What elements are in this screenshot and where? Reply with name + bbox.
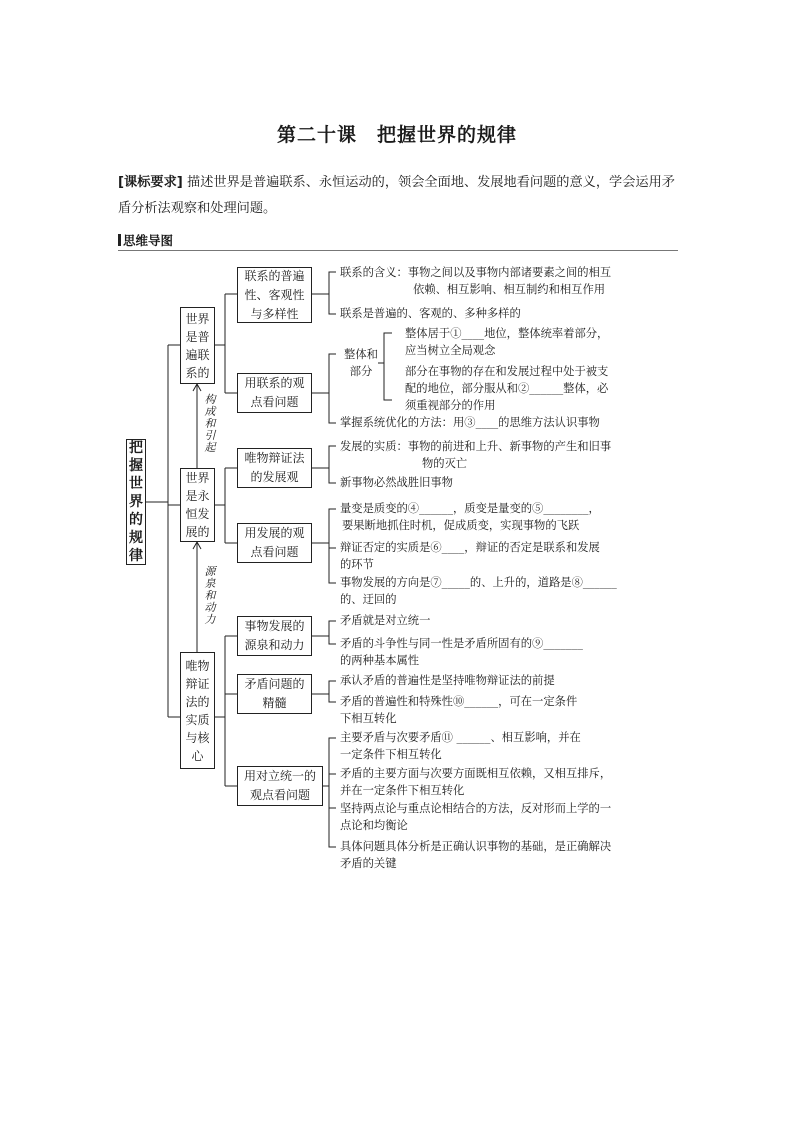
node-contradiction-essence-label: 矛盾问题的精髓	[244, 677, 305, 710]
leaf-line: 发展的实质：事物的前进和上升、新事物的产生和旧事	[340, 440, 612, 453]
leaf-line: 矛盾的斗争性与同一性是矛盾所固有的⑨_______	[340, 637, 583, 650]
node-dialectics-core-label: 唯物辩证法的实质与核心	[185, 658, 210, 763]
leaf-line: 配的地位，部分服从和②______整体，必	[405, 382, 609, 395]
leaf-principal-aspect	[340, 765, 611, 799]
leaf-line: 联系的含义：事物之间以及事物内部诸要素之间的相互	[340, 266, 612, 279]
leaf-line: 的两种基本属性	[340, 654, 420, 667]
node-unity-opposites	[237, 766, 323, 806]
node-connection-view-label: 用联系的观点看问题	[244, 376, 305, 409]
leaf-development-direction	[340, 574, 617, 608]
leaf-line: 具体问题具体分析是正确认识事物的基础，是正确解决	[340, 840, 612, 853]
node-dialectics-core	[180, 652, 215, 769]
leaf-line: 应当树立全局观念	[405, 344, 496, 357]
leaf-universality-premise: 承认矛盾的普遍性是坚持唯物辩证法的前提	[340, 674, 555, 687]
requirement-text: 描述世界是普遍联系、永恒运动的，领会全面地、发展地看问题的意义，学会运用矛盾分析法观察和处理问题。	[118, 175, 675, 216]
leaf-line: 量变是质变的④______，质变是量变的⑤________，	[340, 502, 600, 515]
node-connection-nature	[237, 267, 312, 323]
leaf-line: 矛盾的普遍性和特殊性⑩______，可在一定条件	[340, 695, 578, 708]
node-development-view	[237, 448, 312, 488]
node-development-view-label: 唯物辩证法的发展观	[244, 451, 305, 484]
node-connection-view	[237, 373, 312, 413]
leaf-line: 下相互转化	[340, 712, 397, 725]
connector-label-a-b: 构成和引起	[204, 393, 216, 454]
node-contradiction-essence	[237, 674, 312, 714]
node-connection-nature-label: 联系的普遍性、客观性与多样性	[244, 268, 305, 321]
leaf-line: 点论和均衡论	[340, 819, 408, 832]
node-world-developing	[180, 468, 215, 542]
leaf-dialectical-negation	[340, 539, 600, 573]
leaf-line: 整体居于①____地位，整体统率着部分，	[405, 327, 609, 340]
leaf-line: 矛盾的主要方面与次要方面既相互依赖，又相互排斥，	[340, 767, 612, 780]
node-world-developing-label: 世界是永恒发展的	[185, 471, 210, 539]
leaf-concrete-analysis	[340, 838, 611, 872]
whole-part-label: 整体和部分	[344, 348, 378, 378]
node-development-method-label: 用发展的观点看问题	[244, 526, 305, 559]
leaf-two-points-key-points	[340, 800, 611, 834]
leaf-quantity-quality	[340, 500, 600, 534]
leaf-principal-contradiction	[340, 729, 581, 763]
leaf-line: 并在一定条件下相互转化	[340, 784, 465, 797]
leaf-system-optimization: 掌握系统优化的方法：用③____的思维方法认识事物	[340, 416, 600, 429]
requirement-tag: [课标要求]	[118, 175, 183, 190]
connector-label-b-c: 源泉和动力	[204, 565, 216, 626]
leaf-line: 主要矛盾与次要矛盾⑪ ______、相互影响，并在	[340, 731, 581, 744]
root-label: 把握世界的规律	[129, 440, 143, 564]
node-unity-opposites-label: 用对立统一的观点看问题	[243, 769, 316, 802]
leaf-struggle-identity	[340, 635, 583, 669]
node-source-power	[237, 616, 312, 656]
root-node	[126, 439, 146, 565]
leaf-development-essence	[340, 438, 611, 472]
leaf-line: 坚持两点论与重点论相结合的方法，反对形而上学的一	[340, 802, 612, 815]
leaf-line: 辩证否定的实质是⑥____，辩证的否定是联系和发展	[340, 541, 600, 554]
node-world-connected	[180, 307, 215, 384]
leaf-contradiction-unity: 矛盾就是对立统一	[340, 614, 431, 627]
leaf-part-role	[405, 363, 608, 414]
leaf-line: 要果断地抓住时机，促成质变，实现事物的飞跃	[342, 519, 580, 532]
leaf-line: 须重视部分的作用	[405, 399, 496, 412]
leaf-connection-universal: 联系是普遍的、客观的、多种多样的	[340, 307, 521, 320]
leaf-line: 物的灭亡	[422, 457, 468, 470]
leaf-line: 矛盾的关键	[340, 857, 397, 870]
leaf-line: 的、迂回的	[340, 593, 397, 606]
leaf-whole-dominant	[405, 325, 608, 359]
leaf-line: 的环节	[340, 558, 374, 571]
leaf-connection-meaning	[340, 264, 611, 298]
leaf-new-beats-old: 新事物必然战胜旧事物	[340, 476, 453, 489]
node-world-connected-label: 世界是普遍联系的	[185, 311, 210, 380]
leaf-line: 部分在事物的存在和发展过程中处于被支	[405, 365, 609, 378]
leaf-line: 事物发展的方向是⑦_____的、上升的，道路是⑧______	[340, 576, 617, 589]
leaf-line: 一定条件下相互转化	[340, 748, 442, 761]
leaf-universality-particularity	[340, 693, 577, 727]
leaf-line: 依赖、相互影响、相互制约和相互作用	[413, 283, 606, 296]
node-development-method	[237, 523, 312, 563]
page-title: 第二十课 把握世界的规律	[276, 124, 517, 146]
section-heading-text: 思维导图	[123, 233, 174, 248]
node-source-power-label: 事物发展的源泉和动力	[244, 619, 305, 652]
